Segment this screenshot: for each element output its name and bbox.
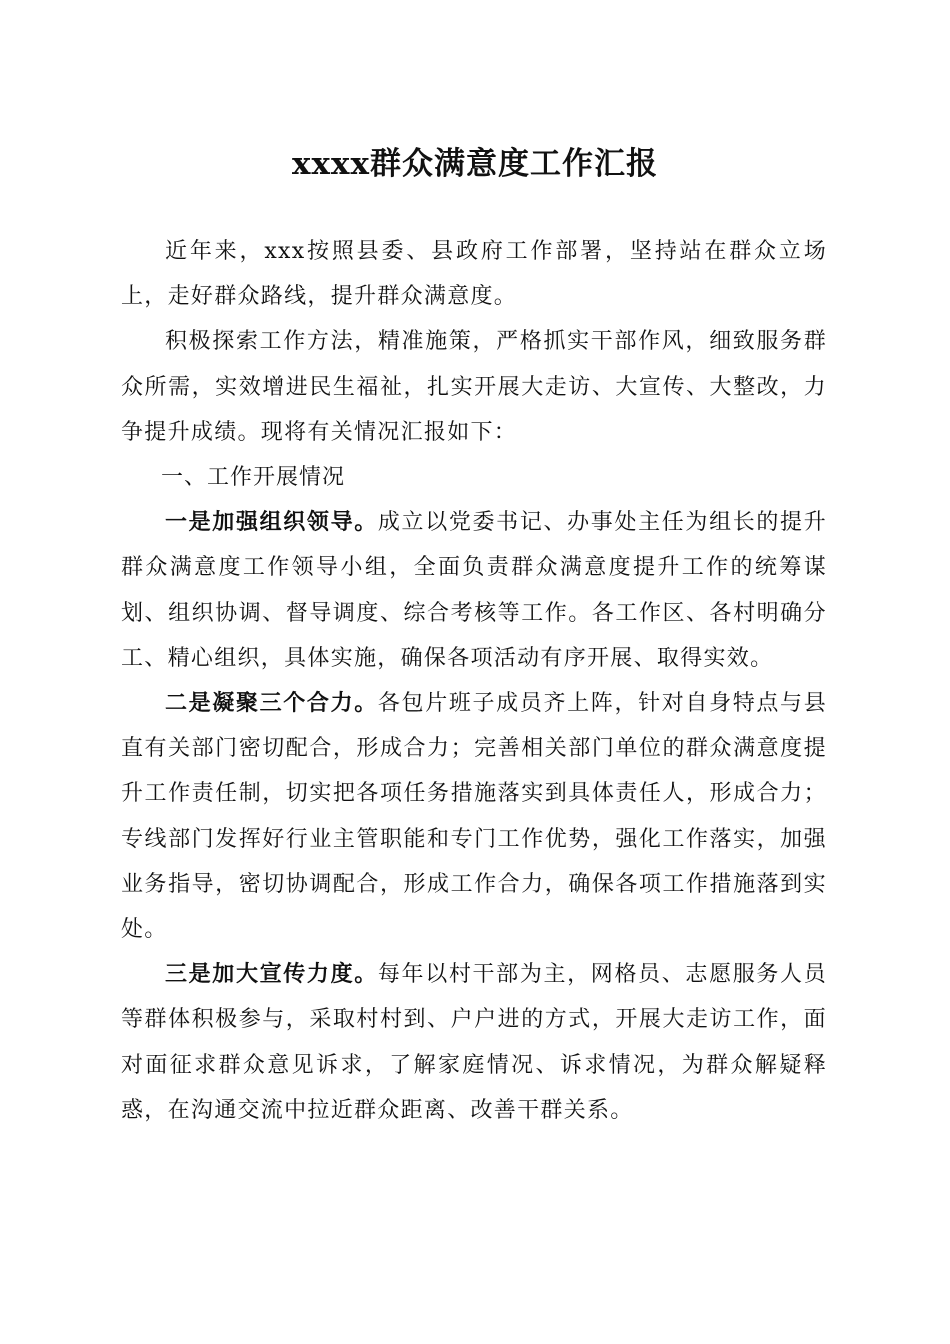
paragraph-point-2 <box>121 681 827 952</box>
paragraph-lead: 三是加大宣传力度。 <box>165 961 378 988</box>
section-heading-text: 一、工作开展情况 <box>161 465 346 491</box>
paragraph-text: 各包片班子成员齐上阵，针对自身特点与县直有关部门密切配合，形成合力；完善相关部门单位的群众满意度提升工作责任制，切实把各项任务措施落实到具体责任人，形成合力；专线部门发挥好行业主管职能和专门工作优势，强化工作落实，加强业务指导，密切协调配合，形成工作合力，确保各项工作措施落到实处。 <box>121 691 828 943</box>
document-title: xxxx群众满意度工作汇报 <box>292 146 658 182</box>
paragraph-text: 每年以村干部为主，网格员、志愿服务人员等群体积极参与，采取村村到、户户进的方式，开展大走访工作，面对面征求群众意见诉求，了解家庭情况、诉求情况，为群众解疑释惑，在沟通交流中拉近群众距离、改善干群关系。 <box>121 962 828 1123</box>
paragraph-lead: 一是加强组织领导。 <box>165 509 378 536</box>
paragraph-approach <box>121 319 827 455</box>
document-body <box>121 229 827 1133</box>
paragraph-text: 积极探索工作方法，精准施策，严格抓实干部作风，细致服务群众所需，实效增进民生福祉，扎实开展大走访、大宣传、大整改，力争提升成绩。现将有关情况汇报如下： <box>121 329 827 445</box>
paragraph-intro <box>121 229 827 319</box>
section-heading <box>121 455 827 500</box>
paragraph-point-3 <box>121 952 827 1133</box>
paragraph-text: 成立以党委书记、办事处主任为组长的提升群众满意度工作领导小组，全面负责群众满意度提升工作的统筹谋划、组织协调、督导调度、综合考核等工作。各工作区、各村明确分工、精心组织，具体实施，确保各项活动有序开展、取得实效。 <box>121 510 828 671</box>
paragraph-lead: 二是凝聚三个合力。 <box>165 690 378 717</box>
paragraph-point-1 <box>121 500 827 681</box>
paragraph-text: 近年来，xxx按照县委、县政府工作部署，坚持站在群众立场上，走好群众路线，提升群众满意度。 <box>121 239 827 310</box>
